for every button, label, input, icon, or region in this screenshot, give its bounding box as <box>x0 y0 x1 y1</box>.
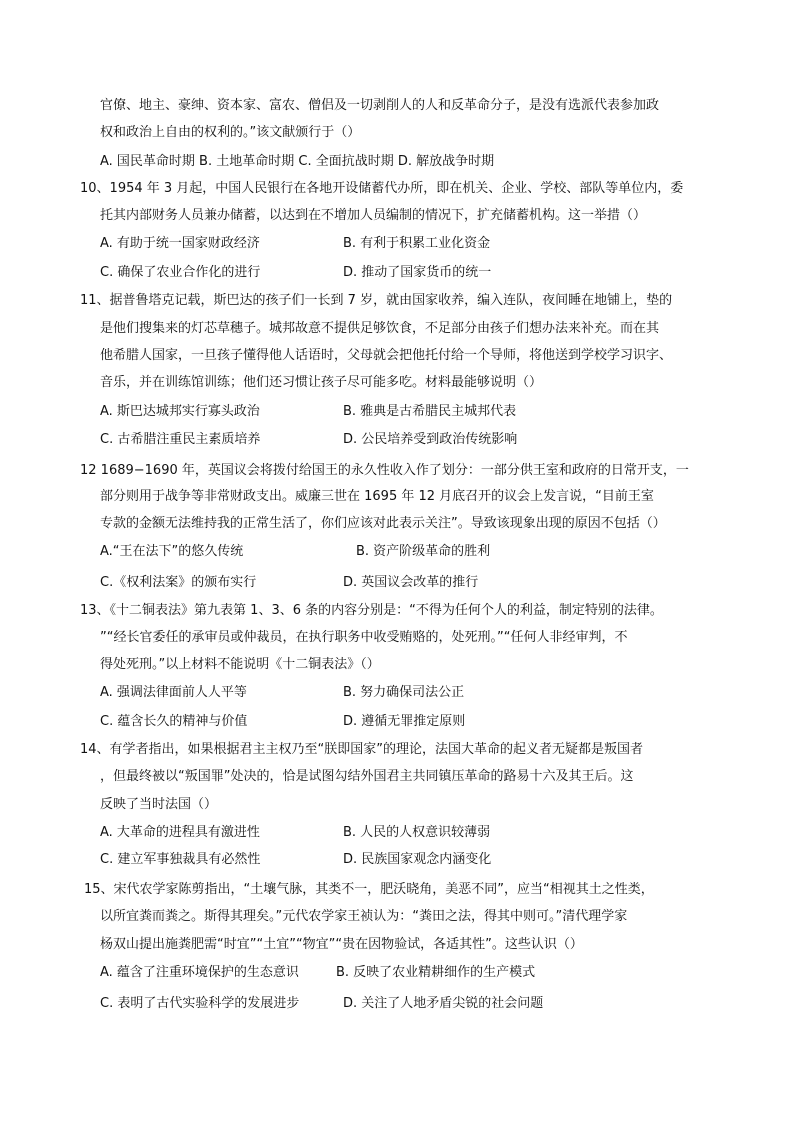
q12-option-c: C.《权利法案》的颁布实行 <box>100 575 257 590</box>
q10-option-d: D. 推动了国家货币的统一 <box>343 265 492 280</box>
q11-line-2: 是他们搜集来的灯芯草穗子。城邦故意不提供足够饮食，不足部分由孩子们想办法来补充。而在其 <box>100 321 660 336</box>
q11-line-4: 音乐，并在训练馆训练；他们还习惯让孩子尽可能多吃。材料最能够说明（） <box>100 375 543 390</box>
q11-option-b: B. 雅典是古希腊民主城邦代表 <box>343 404 517 419</box>
q14-line-2: ，但最终被以“叛国罪”处决的，恰是试图勾结外国君主共同镇压革命的路易十六及其王后。这 <box>100 769 634 784</box>
q13-option-b: B. 努力确保司法公正 <box>343 685 465 700</box>
q15-line-3: 杨双山提出施粪肥需“时宜”“土宜”“物宜”“贵在因物验试，各适其性”。这些认识（） <box>100 937 583 952</box>
q13-option-d: D. 遵循无罪推定原则 <box>343 714 466 729</box>
q15-option-d: D. 关注了人地矛盾尖锐的社会问题 <box>343 996 544 1011</box>
q9-line-1: 官僚、地主、豪绅、资本家、富农、僧侣及一切剥削人的人和反革命分子，是没有选派代表参加政 <box>100 98 660 113</box>
q15-line-1: 15、宋代农学家陈剪指出，“土壤气脉，其类不一，肥沃晓角，美恶不同”，应当“相视其土之性类， <box>84 882 654 897</box>
q14-line-1: 14、有学者指出，如果根据君主主权乃至“朕即国家”的理论，法国大革命的起义者无疑都是叛国者 <box>80 742 644 757</box>
q14-option-d: D. 民族国家观念内涵变化 <box>343 852 492 867</box>
q11-option-a: A. 斯巴达城邦实行寡头政治 <box>100 404 260 419</box>
q13-line-1: 13、《十二铜表法》第九表第 1、3、6 条的内容分别是：“不得为任何个人的利益，制定特别的法律。 <box>80 603 663 618</box>
q12-line-2: 部分则用于战争等非常财政支出。威廉三世在 1695 年 12 月底召开的议会上发言说，“目前王室 <box>100 489 654 504</box>
q13-line-2: ”“经长官委任的承审员或仲裁员，在执行职务中收受贿赂的，处死刑。”“任何人非经审判，不 <box>100 630 628 645</box>
q10-line-2: 托其内部财务人员兼办储蓄，以达到在不增加人员编制的情况下，扩充储蓄机构。这一举措（） <box>100 208 647 223</box>
q12-line-3: 专款的金额无法维持我的正常生活了，你们应该对此表示关注”。导致该现象出现的原因不包括（） <box>100 516 666 531</box>
q13-line-3: 得处死刑。”以上材料不能说明《十二铜表法》（） <box>100 657 380 672</box>
q14-option-a: A. 大革命的进程具有激进性 <box>100 825 260 840</box>
q12-line-1: 12 1689−1690 年，英国议会将拨付给国王的永久性收入作了划分：一部分供王室和政府的日常开支，一 <box>80 463 689 478</box>
q11-line-3: 他希腊人国家，一旦孩子懂得他人话语时，父母就会把他托付给一个导师，将他送到学校学习识字、 <box>100 348 673 363</box>
q12-option-d: D. 英国议会改革的推行 <box>343 575 479 590</box>
q13-option-c: C. 蕴含长久的精神与价值 <box>100 714 248 729</box>
q10-option-a: A. 有助于统一国家财政经济 <box>100 236 260 251</box>
q11-option-d: D. 公民培养受到政治传统影响 <box>343 432 518 447</box>
q11-line-1: 11、据普鲁塔克记载，斯巴达的孩子们一长到 7 岁，就由国家收养，编入连队，夜间睡在地铺上，垫的 <box>80 293 673 308</box>
q14-option-b: B. 人民的人权意识较薄弱 <box>343 825 491 840</box>
q12-option-b: B. 资产阶级革命的胜利 <box>356 544 491 559</box>
q15-option-c: C. 表明了古代实验科学的发展进步 <box>100 996 300 1011</box>
q15-option-b: B. 反映了农业精耕细作的生产模式 <box>336 965 536 980</box>
q10-option-c: C. 确保了农业合作化的进行 <box>100 265 261 280</box>
q9-line-2: 权和政治上自由的权利的。”该文献颁行于（） <box>100 125 361 140</box>
q10-line-1: 10、1954 年 3 月起，中国人民银行在各地开设储蓄代办所，即在机关、企业、学校、部队等单位内，委 <box>80 181 684 196</box>
q14-line-3: 反映了当时法国（） <box>100 797 218 812</box>
q12-option-a: A.“王在法下”的悠久传统 <box>100 544 244 559</box>
q11-option-c: C. 古希腊注重民主素质培养 <box>100 432 261 447</box>
q13-option-a: A. 强调法律面前人人平等 <box>100 685 247 700</box>
q14-option-c: C. 建立军事独裁具有必然性 <box>100 852 261 867</box>
q15-line-2: 以所宜粪而粪之。斯得其理矣。”元代农学家王祯认为：“粪田之法，得其中则可。”清代理学家 <box>100 909 628 924</box>
q9-options: A. 国民革命时期 B. 土地革命时期 C. 全面抗战时期 D. 解放战争时期 <box>100 154 495 169</box>
q10-option-b: B. 有利于积累工业化资金 <box>343 236 491 251</box>
q15-option-a: A. 蕴含了注重环境保护的生态意识 <box>100 965 299 980</box>
